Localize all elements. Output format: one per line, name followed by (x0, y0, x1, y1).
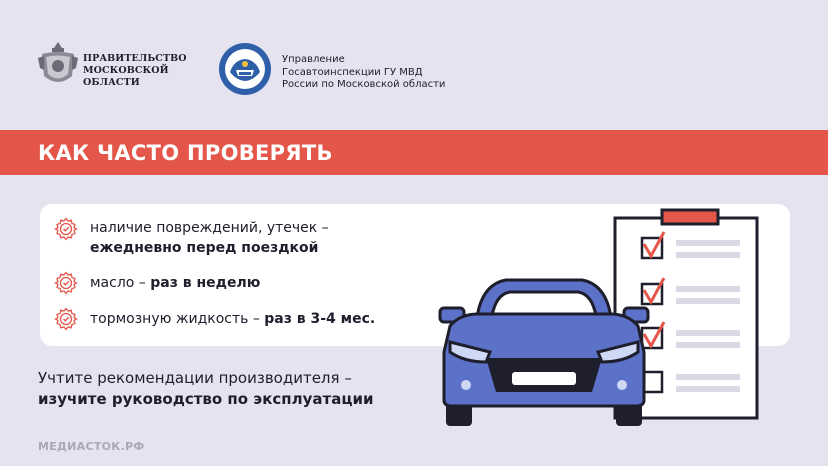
gov-title-line: ОБЛАСТИ (83, 77, 140, 88)
gibdd-title-line: России по Московской области (282, 79, 446, 90)
car-checklist-illustration (430, 200, 770, 440)
recommendation-line-bold: изучите руководство по эксплуатации (38, 390, 374, 408)
gov-title-line: ПРАВИТЕЛЬСТВО (83, 53, 187, 64)
gear-check-icon (54, 271, 78, 295)
checklist-item (90, 309, 375, 329)
gibdd-title-line: Госавтоинспекции ГУ МВД (282, 66, 423, 78)
checklist-item-regular: масло – (90, 275, 151, 291)
banner-title: КАК ЧАСТО ПРОВЕРЯТЬ (38, 141, 333, 165)
checklist-item-bold: раз в неделю (150, 275, 261, 291)
gibdd-title (282, 54, 445, 92)
recommendation-line: Учтите рекомендации производителя – (38, 369, 352, 387)
checklist-item (90, 273, 260, 293)
gov-title-line: МОСКОВСКОЙ (83, 65, 169, 76)
checklist-item-regular: тормозную жидкость – (90, 311, 265, 327)
checklist-item-regular: наличие повреждений, утечек – (90, 220, 329, 236)
checklist-item (90, 218, 329, 258)
moscow-region-coat-of-arms-icon (38, 40, 78, 90)
gear-check-icon (54, 307, 78, 331)
recommendation (38, 368, 373, 410)
checklist-item-bold: ежедневно перед поездкой (90, 240, 319, 256)
gear-check-icon (54, 217, 78, 241)
gibdd-emblem-icon (218, 42, 272, 96)
source-label: МЕДИАСТОК.РФ (38, 440, 145, 453)
checklist-item-bold: раз в 3-4 мес. (264, 311, 376, 327)
gibdd-title-line: Управление (282, 54, 345, 65)
gov-title (83, 53, 187, 89)
